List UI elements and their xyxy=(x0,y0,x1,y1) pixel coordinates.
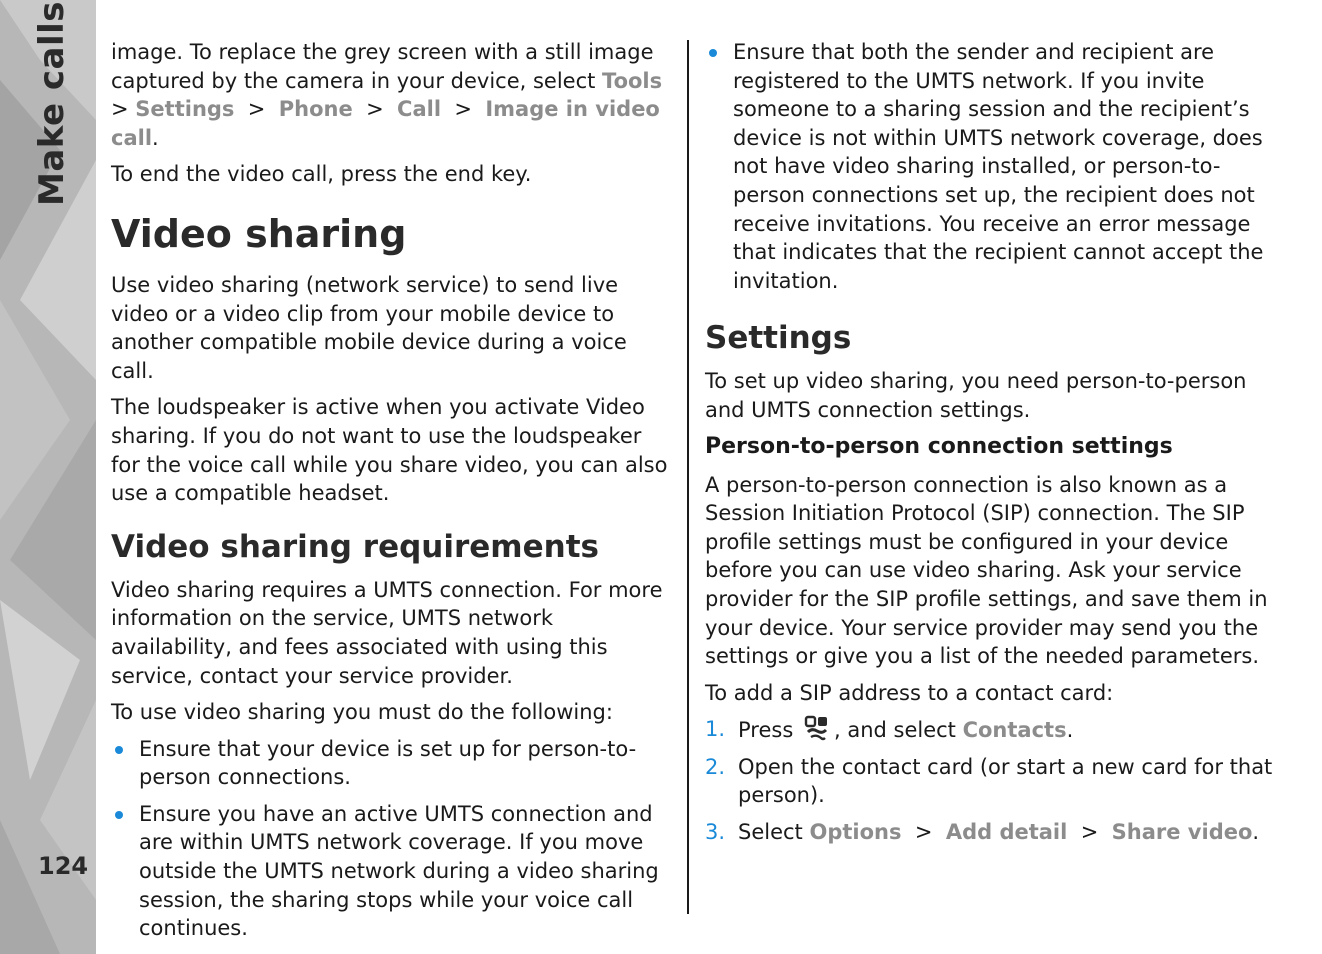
menu-phone: Phone xyxy=(278,97,353,122)
menu-call: Call xyxy=(397,97,442,122)
step-number: 2. xyxy=(705,754,726,779)
settings-paragraph: To set up video sharing, you need person-to-person and UMTS connection settings. xyxy=(705,369,1247,422)
video-sharing-paragraph-2: The loudspeaker is active when you activate Video sharing. If you do not want to use the loudspeaker for the voice call while you share video, you can also use a compatible headset. xyxy=(111,395,668,506)
step-number: 1. xyxy=(705,717,726,742)
sip-intro-paragraph: To add a SIP address to a contact card: xyxy=(705,680,1114,705)
end-call-paragraph: To end the video call, press the end key. xyxy=(111,162,532,187)
menu-tools: Tools xyxy=(602,68,663,93)
menu-settings: Settings xyxy=(135,97,235,122)
list-item: Ensure you have an active UMTS connection and are within UMTS network coverage. If you move outside the UMTS network during a video sharing session, the sharing stops while your voice call continues. xyxy=(111,800,675,943)
menu-image-in-video-call: Image in video call xyxy=(111,97,660,150)
list-item: Ensure that your device is set up for person-to-person connections. xyxy=(111,735,675,792)
settings-heading: Settings xyxy=(705,320,852,357)
requirements-paragraph-2: To use video sharing you must do the following: xyxy=(111,700,613,725)
list-item: 2. Open the contact card (or start a new card for that person). xyxy=(705,754,1273,808)
left-column xyxy=(111,38,675,951)
list-item: 3. Select Options > Add detail > Share video. xyxy=(705,818,1275,847)
requirements-list xyxy=(111,735,675,943)
right-column xyxy=(705,38,1275,855)
p2p-paragraph: A person-to-person connection is also known as a Session Initiation Protocol (SIP) connection. The SIP profile settings must be configured in your device before you can use video sharing. Ask your service provider for the SIP profile settings, and save them in your device. Your service provider may send you the settings or give you a list of the needed parameters. xyxy=(705,472,1268,669)
menu-options: Options xyxy=(809,820,902,845)
step-number: 3. xyxy=(705,820,726,845)
column-divider xyxy=(687,40,689,914)
p2p-heading: Person-to-person connection settings xyxy=(705,433,1173,459)
list-item: Ensure that both the sender and recipient are registered to the UMTS network. If you invite someone to a sharing session and the recipient’s device is not within UMTS network coverage, does not have video sharing installed, or person-to-person connections set up, the recipient does not receive invitations. You receive an error message that indicates that the recipient cannot accept the invitation. xyxy=(705,38,1275,295)
video-sharing-paragraph-1: Use video sharing (network service) to send live video or a video clip from your mobile device to another compatible mobile device during a voice call. xyxy=(111,272,627,383)
requirements-heading: Video sharing requirements xyxy=(111,528,599,565)
video-sharing-heading: Video sharing xyxy=(111,211,407,256)
menu-share-video: Share video xyxy=(1111,820,1253,845)
menu-contacts: Contacts xyxy=(962,718,1067,743)
menu-add-detail: Add detail xyxy=(945,820,1068,845)
sidebar xyxy=(0,0,96,954)
list-item: 1. Press , and select Contacts. xyxy=(705,717,1074,743)
requirements-list-continued xyxy=(705,38,1275,295)
page-number: 124 xyxy=(38,852,89,880)
steps-list xyxy=(705,715,1275,846)
menu-key-icon xyxy=(804,715,830,743)
requirements-paragraph-1: Video sharing requires a UMTS connection. For more information on the service, UMTS network availability, and fees associated with using this service, contact your service provider. xyxy=(111,577,663,688)
intro-paragraph: image. To replace the grey screen with a still image captured by the camera in your device, select Tools > Settings > Phone > Call > Image in video call. xyxy=(111,40,663,150)
section-title: Make calls xyxy=(32,0,72,206)
